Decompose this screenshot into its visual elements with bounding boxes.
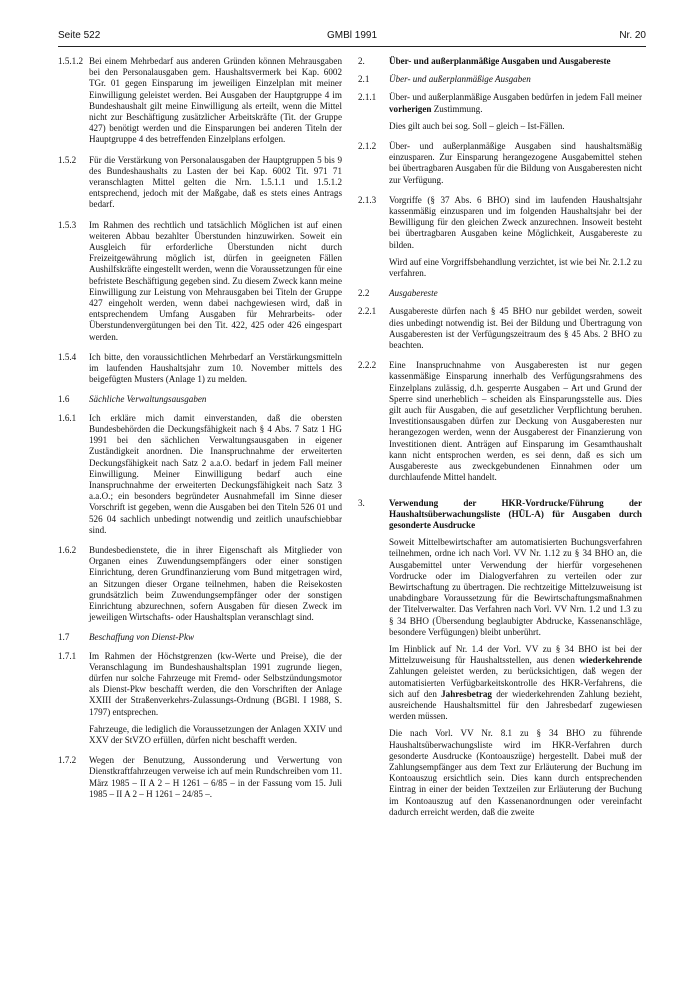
section-number: 2.1 (358, 74, 370, 85)
section-text: Wegen der Benutzung, Aussonderung und Verwertung von Dienstkraftfahrzeugen verweise ich auf mein Rundschreiben vom 11. März 1985 – II A 2 – H 1261 – 6/85 – in der Fassung vom 15. Juli 1985 – II A 2 – H 1261 – 24/85 –. (89, 755, 342, 799)
section-title: Beschaffung von Dienst-Pkw (89, 632, 195, 643)
section-paragraph-2 (389, 644, 642, 722)
section-text: Im Rahmen der Höchstgrenzen (kw-Werte und Preise), die der Veranschlagung im Bundeshaushaltsplan 1991 zugrunde liegen, dürfen nur solche Fahrzeuge mit Fremd- oder Selbstzündungsmotor als Dienst-Pkw beschafft werden, die den Vorschriften der Anlage XXIII der Straßenverkehrs-Zulassungs-Ordnung (BGBl. I 1988, S. 1797) entsprechen. (89, 650, 342, 717)
section-text: Bei einem Mehrbedarf aus anderen Gründen können Mehrausgaben bei den Personalausgaben gem. Haushaltsvermerk bei Kap. 6002 TGr. 01 gegen Einsparung im jeweiligen Einzelplan mit meiner Einwilligung geleistet werden. Bei Ausgaben der Hauptgruppe 4 im Bundeshaushalt gilt meine Einwilligung als erteilt, wenn die Mittel nicht zur Beschäftigung zusätzlicher Arbeitskräfte (Tit. der Gruppe 427) benötigt werden und die Einsparungen bei anderen Titeln der Hauptgruppe 4 des betreffenden Einzelplans erfolgen. (89, 56, 342, 145)
section-number: 1.6 (58, 394, 70, 405)
section-number: 2. (358, 56, 365, 66)
section-text: Ausgabereste dürfen nach § 45 BHO nur gebildet werden, soweit dies unbedingt notwendig ist. Bei der Bildung und Übertragung von Ausgaberesten ist der Verfügungszeitraum des § 45 Abs. 2 BHO zu beachten. (389, 306, 642, 351)
section-2-1-1 (358, 92, 642, 132)
section-2-2-2 (358, 360, 642, 483)
text-run: Zahlungen geleistet werden, zu berücksichtigen, daß wegen der automatisierten Verfügbarkeitskontrolle des HKR-Verfahrens, die sich auf den (389, 666, 642, 699)
section-text: Ich bitte, den voraussichtlichen Mehrbedarf an Verstärkungsmitteln im laufenden Haushaltsjahr zum 10. November mittels des beigefügten Musters (Anlage 1) zu melden. (89, 351, 342, 385)
section-2-2-1 (358, 306, 642, 351)
section-1-5-4 (58, 352, 342, 386)
section-text: Über- und außerplanmäßige Ausgaben sind haushaltsmäßig einzusparen. Zur Einsparung herangezogene Ausgabemittel stehen bei übertragbaren Ausgaben für die Bildung von Ausgaberesten nicht zur Verfügung. (389, 141, 642, 185)
text-run: Zustimmung. (431, 103, 483, 114)
section-number: 3. (358, 497, 365, 508)
section-number: 1.7 (58, 632, 70, 643)
section-1-5-1-2 (58, 56, 342, 146)
section-text-2: Wird auf eine Vorgriffsbehandlung verzichtet, ist wie bei Nr. 2.1.2 zu verfahren. (389, 256, 642, 279)
section-1-5-2 (58, 155, 342, 211)
section-title: Über- und außerplanmäßige Ausgaben (389, 74, 531, 85)
section-number: 1.6.1 (58, 412, 77, 423)
section-text (389, 92, 642, 114)
left-column (58, 56, 342, 809)
section-2-1-heading (358, 74, 642, 85)
section-title: Über- und außerplanmäßige Ausgaben und Ausgabereste (389, 56, 611, 66)
section-number: 2.1.3 (358, 194, 377, 205)
section-1-7-heading (58, 632, 342, 643)
section-1-6-heading (58, 394, 342, 405)
text-run: der wiederkehrenden Zahlung bezieht, ausreichende Haushaltsmittel für den Jahresbedarf zugewiesen werden müssen. (389, 688, 643, 722)
section-2-2-heading (358, 288, 642, 299)
section-text: Eine Inanspruchnahme von Ausgaberesten ist nur gegen kassenmäßige Einsparung innerhalb des Verfügungsrahmens des Einzelplans zulässig, d.h. gesperrte Ausgaben – Art und Grund der Sperre sind unerheblich – scheiden als Einsparungsstelle aus. Dies gilt auch für Ausgaben, die auf gesetzlicher Verpflichtung beruhen. Investitionsausgaben dürfen zur Deckung von Ausgaberesten nur herangezogen werden, wenn der Ausgaberest der Finanzierung von Investitionen dient. Anträgen auf Einsparung im Gesamthaushalt kann nicht entsprochen werden, es sei denn, daß es sich um Ausgabereste aus zweckgebundenen Einnahmen oder um durchlaufende Mittel handelt. (389, 360, 642, 483)
section-number: 2.2 (358, 288, 370, 299)
section-text: Bundesbedienstete, die in ihrer Eigenschaft als Mitglieder von Organen eines Zuwendungsempfängers oder einer sonstigen Einrichtung, deren Grundfinanzierung vom Bund mitgetragen wird, an Sitzungen dieser Organe teilnehmen, haben die Reisekosten grundsätzlich beim Zuwendungsempfänger oder der sonstigen Einrichtung abzurechnen, sofern Ausgaben für diesen Zweck im jeweiligen Wirtschafts- oder Haushaltsplan veranschlagt sind. (89, 544, 342, 623)
emphasis-text: vorherigen (389, 103, 432, 114)
section-title: Ausgabereste (389, 288, 438, 299)
text-run: Über- und außerplanmäßige Ausgaben bedürfen in jedem Fall meiner (389, 92, 642, 103)
section-number: 1.5.4 (58, 351, 77, 362)
section-number: 2.1.2 (358, 141, 377, 152)
section-paragraph-3: Die nach Vorl. VV Nr. 8.1 zu § 34 BHO zu führende Haushaltsüberwachungsliste wird im HKR-Verfahren durch gesonderte Ausdrucke (Kontoauszüge) hergestellt. Dabei muß der Zahlungsempfänger aus dem Text zur Erläuterung der Buchung im Kontoauszug ersichtlich sein. Dies kann durch entsprechenden Eintrag in einer der beiden Textzeilen zur Erläuterung der Buchung im Kontoauszug auf den Kassenanordnungen oder vereinfacht dadurch erreicht werden, daß die zweite (389, 728, 642, 817)
section-title: Verwendung der HKR-Vordrucke/Führung der Haushaltsüberwachungsliste (HÜL-A) für Ausgaben durch gesonderte Ausdrucke (389, 497, 642, 530)
section-number: 1.5.1.2 (58, 56, 84, 66)
section-text-2: Fahrzeuge, die lediglich die Voraussetzungen der Anlagen XXIV und XXV der StVZO erfüllen, dürfen nicht beschafft werden. (89, 723, 342, 745)
issue-number: Nr. 20 (619, 30, 646, 41)
header-rule (58, 46, 646, 47)
emphasis-text: wiederkehrende (579, 655, 642, 666)
section-1-6-2 (58, 545, 342, 623)
section-number: 2.2.1 (358, 306, 377, 317)
section-number: 1.5.3 (58, 219, 77, 230)
section-text-2: Dies gilt auch bei sog. Soll – gleich – Ist-Fällen. (389, 120, 565, 131)
section-number: 1.5.2 (58, 154, 77, 165)
section-3 (358, 498, 642, 818)
emphasis-text: Jahresbetrag (441, 688, 492, 699)
journal-name: GMBl 1991 (326, 30, 378, 41)
section-number: 2.1.1 (358, 92, 377, 103)
right-column (358, 56, 642, 827)
section-2-1-2 (358, 141, 642, 186)
section-text: Für die Verstärkung von Personalausgaben der Hauptgruppen 5 bis 9 des Bundeshaushalts zu Lasten der bei Kap. 6002 Tit. 971 71 veranschlagten Mittel gelten die Nrn. 1.5.1.1 und 1.5.1.2 entsprechend, jedoch mit der Maßgabe, daß es stets eines Antrags bedarf. (89, 154, 342, 210)
section-text: Vorgriffe (§ 37 Abs. 6 BHO) sind im laufenden Haushaltsjahr kassenmäßig einzusparen und im folgenden Haushaltsjahr bei der Bewilligung für den gleichen Zweck anzurechnen. Insoweit besteht bei übertragbaren Ausgaben keine Möglichkeit, Ausgabereste zu bilden. (389, 194, 642, 250)
section-1-6-1 (58, 413, 342, 536)
page-header (58, 30, 646, 50)
section-number: 1.7.1 (58, 650, 77, 661)
section-paragraph-1: Soweit Mittelbewirtschafter am automatisierten Buchungsverfahren teilnehmen, ordne ich nach Vorl. VV Nr. 1.12 zu § 34 BHO an, die Ausgabemittel unter Verwendung der hierfür vorgesehenen Vordrucke oder im Dialogverfahren zu verteilen oder zur Bewirtschaftung zu übertragen. Die rechtzeitige Mittelzuweisung ist unabdingbare Voraussetzung für die Bewirtschaftungsmaßnahmen der Titelverwalter. Das Verfahren nach Vorl. VV Nrn. 1.2 und 1.3 zu § 34 BHO (Übersendung beglaubigter Abdrucke, Kassenanschläge, besondere Verfügungen) bleibt unberührt. (389, 537, 642, 637)
section-number: 2.2.2 (358, 360, 377, 371)
section-text: Ich erkläre mich damit einverstanden, daß die obersten Bundesbehörden die Deckungsfähigkeit nach § 4 Abs. 7 Satz 1 HG 1991 bei den sächlichen Verwaltungsausgaben in eigener Zuständigkeit anordnen. Die Inanspruchnahme der erweiterten Deckungsfähigkeit nach Satz 2 a.a.O. bedarf in jedem Fall meiner Einwilligung. Meiner Einwilligung bedarf auch eine Inanspruchnahme der erweiterten Deckungsfähigkeit nach Satz 3 a.a.O.; ein besonders begründeter Ausnahmefall im Sinne dieser Vorschrift ist gegeben, wenn die Ausgaben bei den Titeln 526 01 und 526 04 sachlich unbedingt notwendig und zeitlich unaufschiebbar sind. (89, 412, 342, 535)
section-1-7-1 (58, 651, 342, 747)
section-1-5-3 (58, 220, 342, 343)
section-text: Im Rahmen des rechtlich und tatsächlich Möglichen ist auf einen weiteren Abbau bezahlter Überstunden hinzuwirken. Soweit ein Ausgleich für erforderliche Überstunden nicht durch Freizeitgewährung möglich ist, dürfen in geeigneten Fällen Aushilfskräfte eingestellt werden, wenn die Voraussetzungen für eine befristete Beschäftigung gegeben sind. Zu diesem Zweck kann meine Einwilligung zur Leistung von Mehrausgaben bei Titeln der Gruppe 427 eingeholt werden, wenn dabei nachgewiesen wird, daß in entsprechendem Umfang Ausgaben für Mehrarbeits- oder Überstundenvergütungen bei den Tit. 422, 425 oder 426 eingespart werden. (89, 219, 342, 342)
text-run: Im Hinblick auf Nr. 1.4 der Vorl. VV zu § 34 BHO ist bei der Mittelzuweisung für Haushaltsstellen, aus denen (389, 643, 642, 666)
section-2-heading (358, 56, 642, 67)
section-number: 1.7.2 (58, 755, 77, 766)
section-title: Sächliche Verwaltungsausgaben (89, 394, 207, 405)
section-number: 1.6.2 (58, 544, 77, 555)
page-number: Seite 522 (58, 30, 101, 41)
section-2-1-3 (358, 195, 642, 279)
section-1-7-2 (58, 755, 342, 800)
